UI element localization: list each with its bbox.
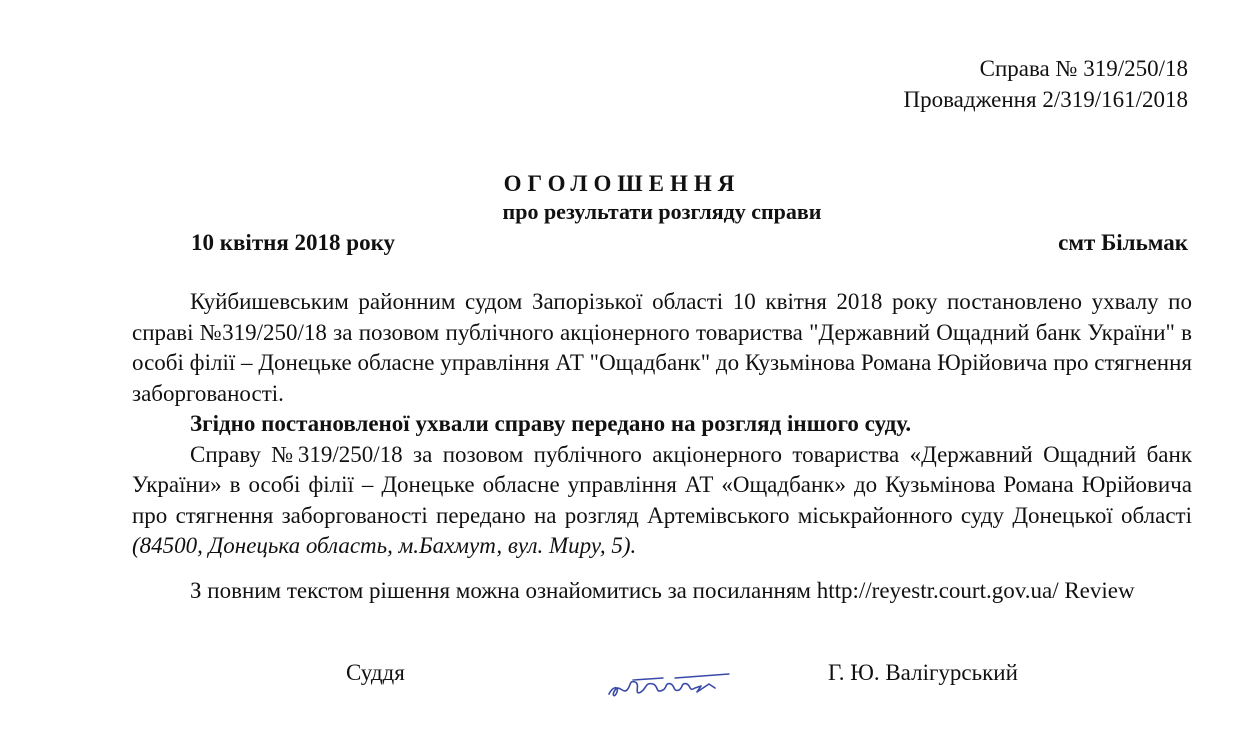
handwritten-signature — [605, 668, 745, 704]
document-body — [132, 287, 1192, 606]
judge-label: Суддя — [346, 660, 405, 685]
paragraph-transfer-details — [132, 440, 1192, 562]
document-subtitle: про результати розгляду справи — [502, 199, 822, 224]
paragraph-ruling: Куйбишевським районним судом Запорізької області 10 квітня 2018 року постановлено ухвалу по справі №319/250/18 за позовом публічного акціонерного товариства "Державний Ощадний банк України" в особі філії – Донецьке обласне управління АТ "Ощадбанк" до Кузьмінова Романа Юрійовича про стягнення заборгованості. — [132, 289, 1192, 406]
paragraph-full-text-link: З повним текстом рішення можна ознайомитись за посиланням http://reyestr.court.gov.ua/ Review — [190, 577, 1135, 603]
transfer-details-text: Справу №319/250/18 за позовом публічного акціонерного товариства «Державний Ощадний банк України» в особі філії – Донецьке обласне управління АТ «Ощадбанк» до Кузьмінова Романа Юрійовича про стягнення заборгованості передано на розгляд Артемівського міськрайонного суду Донецької області — [132, 441, 1192, 528]
paragraph-transfer-notice: Згідно постановленої ухвали справу передано на розгляд іншого суду. — [190, 411, 912, 436]
document-place: смт Більмак — [1058, 230, 1188, 255]
document-title: ОГОЛОШЕННЯ — [503, 171, 741, 196]
judge-name: Г. Ю. Валігурський — [828, 660, 1018, 685]
court-address: (84500, Донецька область, м.Бахмут, вул. Миру, 5). — [132, 533, 637, 558]
document-date: 10 квітня 2018 року — [191, 230, 396, 255]
proceeding-number: Провадження 2/319/161/2018 — [903, 87, 1188, 112]
case-number: Справа № 319/250/18 — [979, 56, 1188, 81]
